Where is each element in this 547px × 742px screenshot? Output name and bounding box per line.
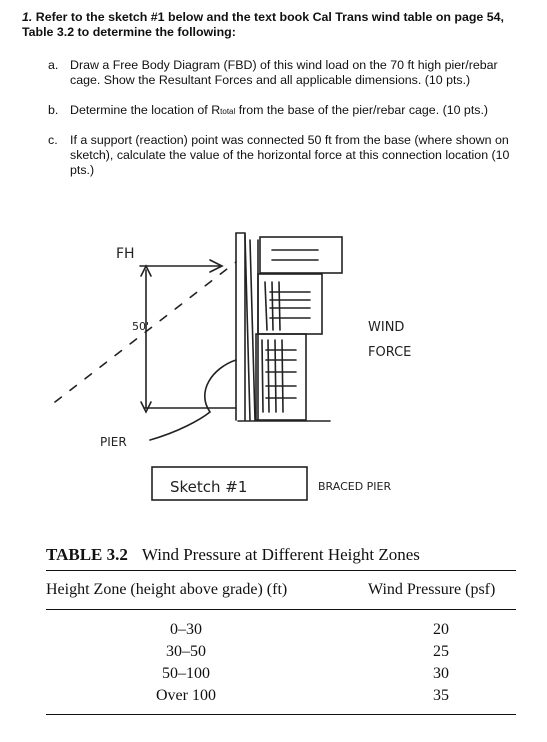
table-header-pressure: Wind Pressure (psf) xyxy=(368,581,496,598)
item-letter: b. xyxy=(48,103,59,117)
problem-statement xyxy=(22,10,537,40)
pier-label: PIER xyxy=(100,435,127,449)
table-caption xyxy=(46,545,516,565)
table-bottom-rule xyxy=(46,714,516,715)
problem-title: Refer to the sketch #1 below and the text book Cal Trans wind table on page 54, Table 3.2 to determine the following: xyxy=(22,10,504,39)
table-top-rule xyxy=(46,570,516,571)
item-text: Draw a Free Body Diagram (FBD) of this wind load on the 70 ft high pier/rebar cage. Show the Resultant Forces and all applicable dimensions. (10 pts.) xyxy=(70,58,498,87)
table-header-rule xyxy=(46,609,516,610)
item-text xyxy=(70,103,522,119)
table-label: TABLE 3.2 xyxy=(46,545,128,564)
table-row xyxy=(46,687,516,709)
height-zone-cell: Over 100 xyxy=(156,687,216,704)
height-zone-cell: 30–50 xyxy=(166,643,206,660)
table-title: Wind Pressure at Different Height Zones xyxy=(141,545,420,564)
table-row xyxy=(46,621,516,643)
wind-block-middle xyxy=(258,274,322,334)
table-row xyxy=(46,665,516,687)
wind-pressure-cell: 35 xyxy=(433,687,449,704)
force-label: FH xyxy=(116,246,135,262)
item-subscript: total xyxy=(220,107,236,116)
cage-inner-line xyxy=(250,240,255,420)
table-row xyxy=(46,643,516,665)
item-text-part: Determine the location of R xyxy=(70,103,221,117)
pier-pointer-curve xyxy=(150,360,236,440)
wind-block-top xyxy=(260,237,342,273)
wind-label-line-1: WIND xyxy=(368,320,405,335)
sketch-diagram xyxy=(0,220,547,520)
problem-number: 1. xyxy=(22,10,33,24)
sketch-caption: Sketch #1 xyxy=(170,478,248,496)
wind-pressure-cell: 20 xyxy=(433,621,449,638)
height-zone-cell: 0–30 xyxy=(170,621,202,638)
item-letter: c. xyxy=(48,133,58,147)
item-letter: a. xyxy=(48,58,59,72)
wind-pressure-cell: 30 xyxy=(433,665,449,682)
table-header-zone: Height Zone (height above grade) (ft) xyxy=(46,581,288,598)
sketch-caption-suffix: BRACED PIER xyxy=(318,480,392,493)
height-zone-cell: 50–100 xyxy=(162,665,210,682)
dimension-label: 50' xyxy=(132,320,150,333)
wind-label-line-2: FORCE xyxy=(368,345,412,360)
item-text: If a support (reaction) point was connected 50 ft from the base (where shown on sketch), calculate the value of the horizontal force at this connection location (10 pts.) xyxy=(70,133,510,177)
item-text-part: from the base of the pier/rebar cage. (10 pts.) xyxy=(235,103,489,117)
wind-pressure-cell: 25 xyxy=(433,643,449,660)
